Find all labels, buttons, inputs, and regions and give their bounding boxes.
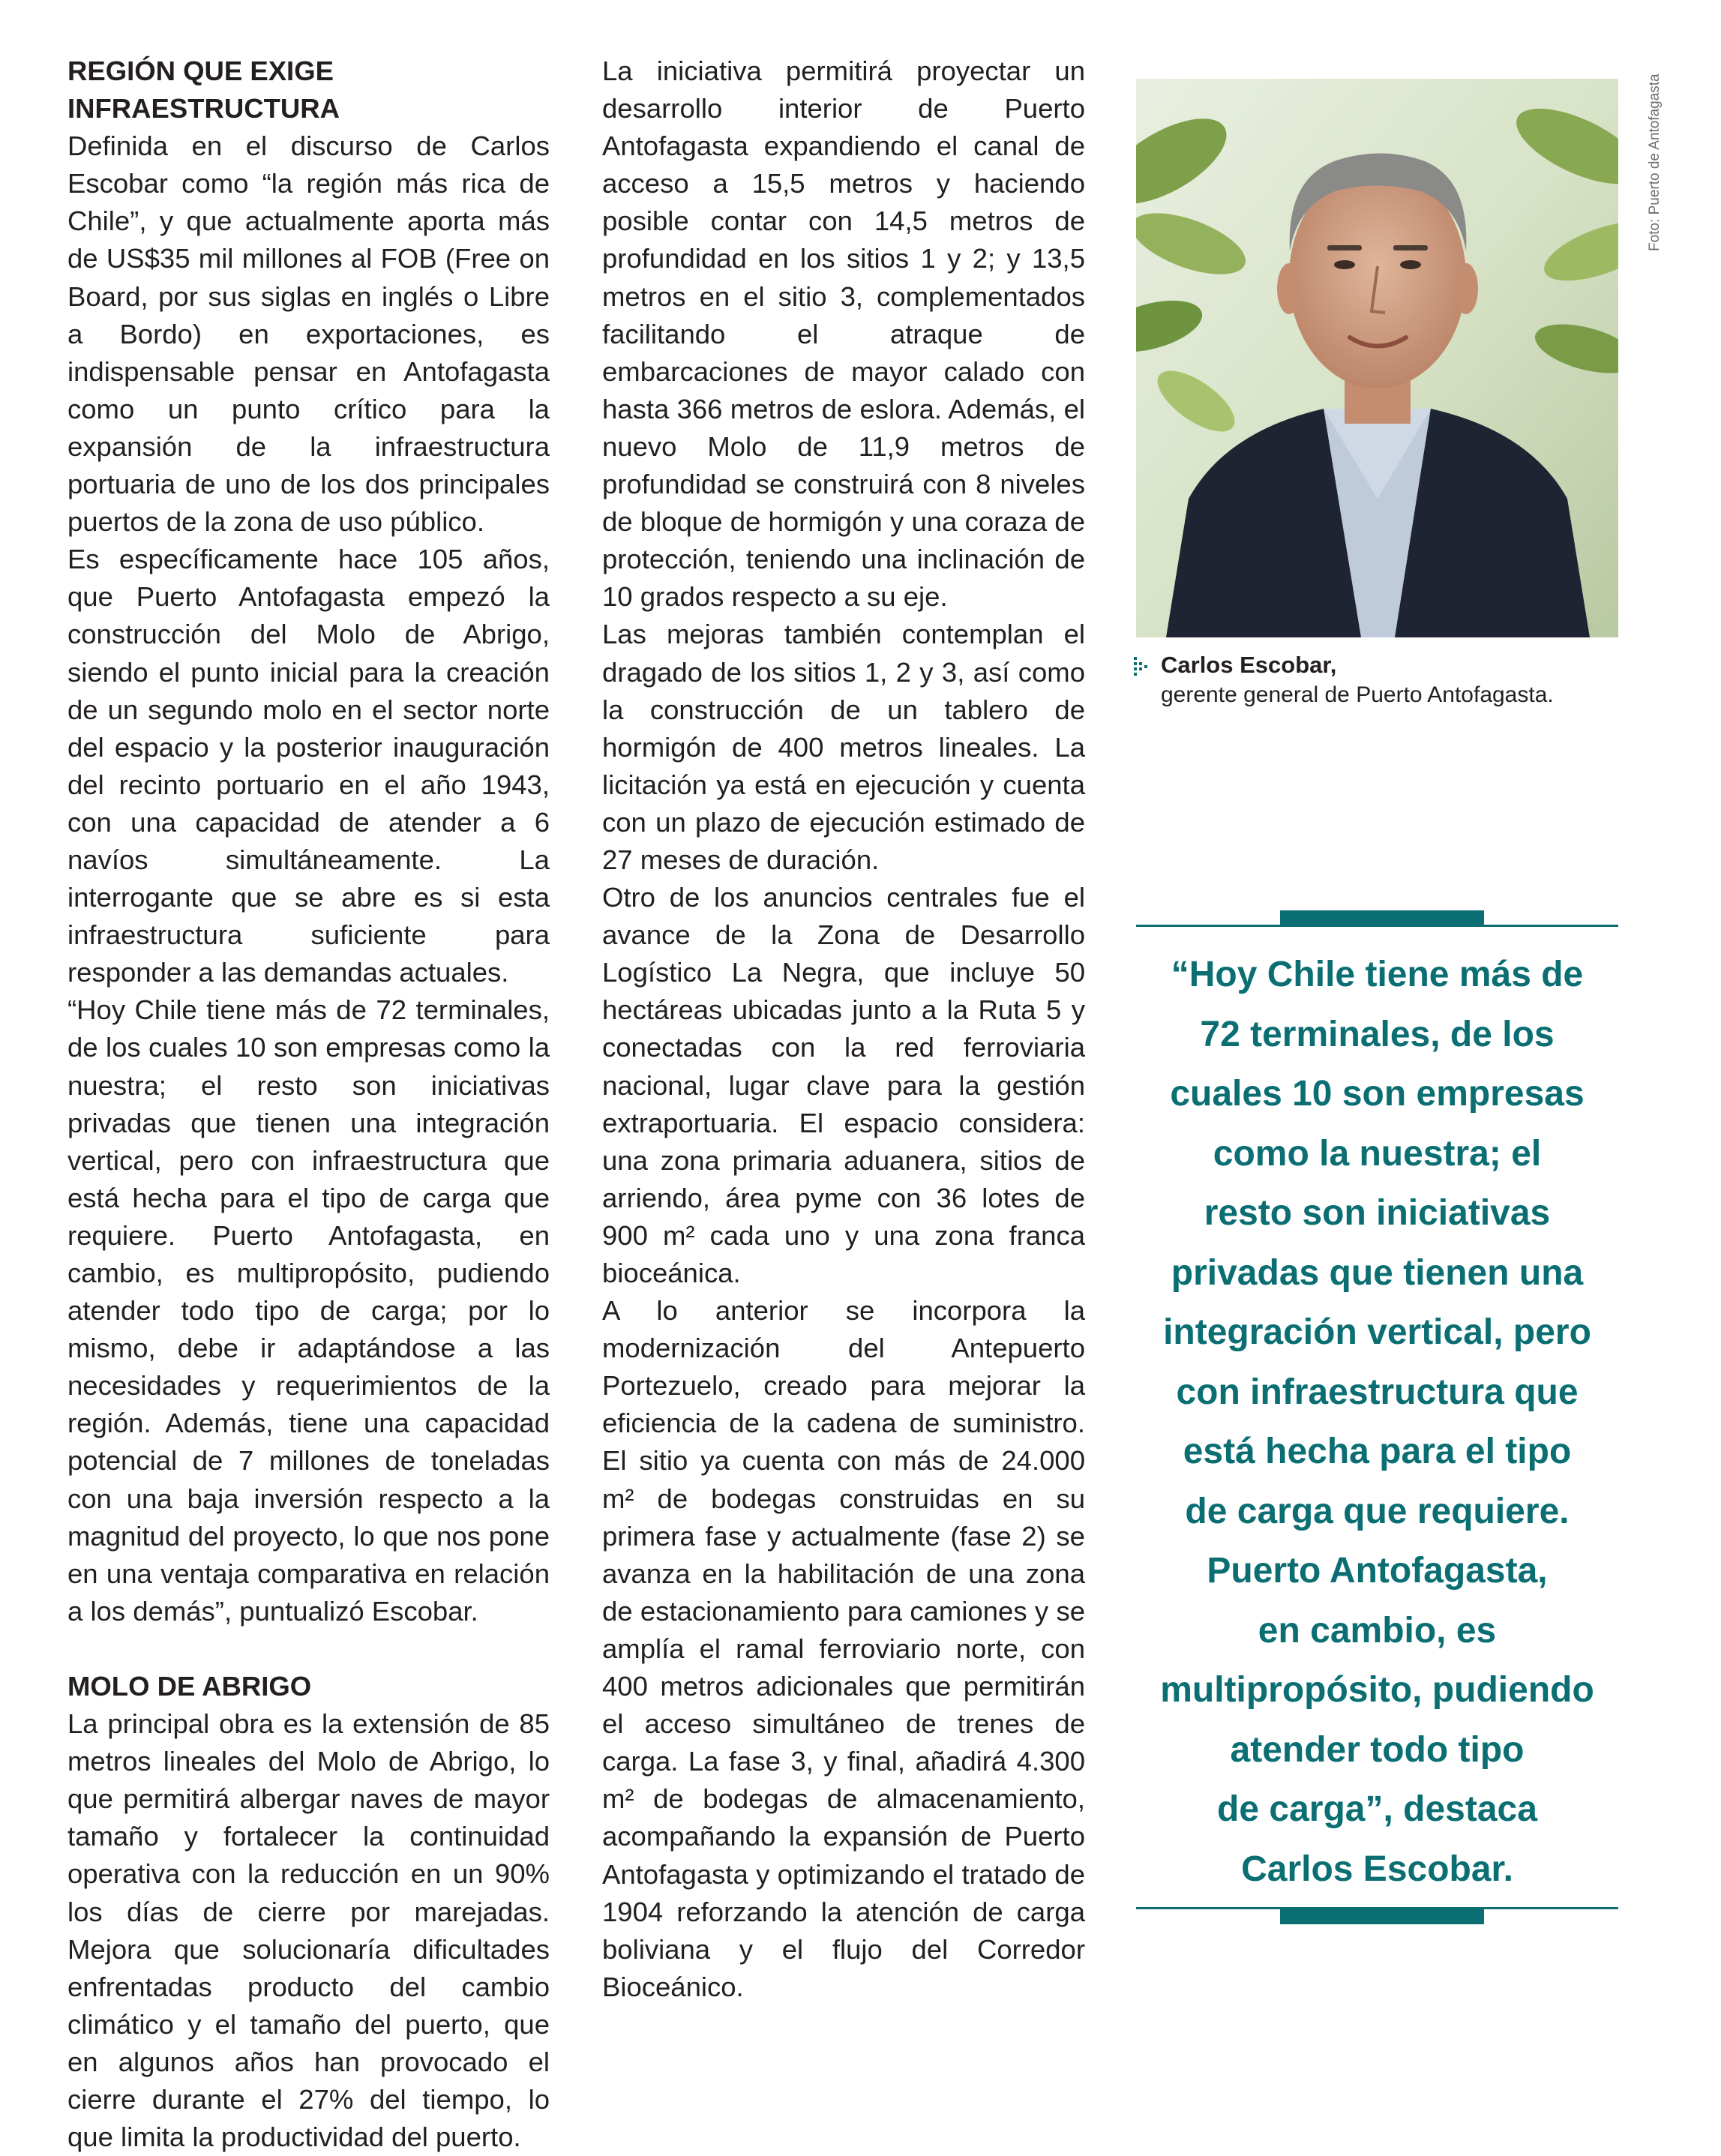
- quote-bottom-bar: [1280, 1909, 1484, 1924]
- section-heading-molo: MOLO DE ABRIGO: [67, 1670, 312, 1702]
- pull-quote-line: integración vertical, pero: [1163, 1312, 1591, 1352]
- pull-quote-line: “Hoy Chile tiene más de: [1171, 955, 1584, 994]
- pull-quote-line: Puerto Antofagasta,: [1207, 1551, 1548, 1591]
- pull-quote-line: está hecha para el tipo: [1183, 1432, 1572, 1471]
- pull-quote: [1136, 945, 1618, 1899]
- pull-quote-line: como la nuestra; el: [1213, 1133, 1542, 1174]
- caption-role: gerente general de Puerto Antofagasta.: [1161, 682, 1554, 707]
- article-paragraph: A lo anterior se incorpora la modernización del Antepuerto Portezuelo, creado para mejorar la eficiencia de la cadena de suministro. El sitio ya cuenta con más de 24.000 m² de bodegas construidas en su primera fase y actualmente (fase 2) se avanza en la habilitación de una zona de estacionamiento para camiones y se amplía el ramal ferroviario norte, con 400 metros adicionales que permitirán el acceso simultáneo de trenes de carga. La fase 3, y final, añadirá 4.300 m² de bodegas de almacenamiento, acompañando la expansión de Puerto Antofagasta y optimizando el tratado de 1904 reforzando la atención de carga boliviana y el flujo del Corredor Bioceánico.: [602, 1295, 1085, 2002]
- pull-quote-line: privadas que tienen una: [1171, 1252, 1584, 1293]
- pull-quote-line: 72 terminales, de los: [1200, 1014, 1555, 1054]
- pull-quote-line: cuales 10 son empresas: [1170, 1074, 1585, 1114]
- quote-top-rule: [1136, 925, 1618, 927]
- pull-quote-line: de carga que requiere.: [1185, 1491, 1570, 1531]
- section-heading-region: REGIÓN QUE EXIGE INFRAESTRUCTURA: [67, 55, 340, 124]
- pull-quote-line: multipropósito, pudiendo: [1160, 1670, 1594, 1710]
- pull-quote-line: de carga”, destaca: [1217, 1789, 1537, 1829]
- quote-top-bar: [1280, 910, 1484, 925]
- caption-name: Carlos Escobar,: [1161, 652, 1337, 678]
- photo-credit: Foto: Puerto de Antofagasta: [1647, 73, 1663, 251]
- article-paragraph: La iniciativa permitirá proyectar un desarrollo interior de Puerto Antofagasta expandiendo el canal de acceso a 15,5 metros y haciendo posible contar con 14,5 metros de profundidad en los sitios 1 y 2; y 13,5 metros en el sitio 3, complementados facilitando el atraque de embarcaciones de mayor calado con hasta 366 metros de eslora. Además, el nuevo Molo de 11,9 metros de profundidad se construirá con 8 niveles de bloque de hormigón y una coraza de protección, teniendo una inclinación de 10 grados respecto a su eje.: [602, 55, 1085, 613]
- article-paragraph: La principal obra es la extensión de 85 metros lineales del Molo de Abrigo, lo que permitirá albergar naves de mayor tamaño y fortalecer la continuidad operativa con la reducción en un 90% los días de cierre por marejadas. Mejora que solucionaría dificultades enfrentadas producto del cambio climático y el tamaño del puerto, que en algunos años han provocado el cierre durante el 27% del tiempo, lo que limita la productividad del puerto.: [67, 1708, 550, 2153]
- pull-quote-line: con infraestructura que: [1176, 1372, 1579, 1412]
- article-paragraph: “Hoy Chile tiene más de 72 terminales, de los cuales 10 son empresas como la nuestra; el resto son iniciativas privadas que tienen una integración vertical, pero con infraestructura que está hecha para el tipo de carga que requiere. Puerto Antofagasta, en cambio, es multipropósito, pudiendo atender todo tipo de carga; por lo mismo, debe ir adaptándose a las necesidades y requerimientos de la región. Además, tiene una capacidad potencial de 7 millones de toneladas con una baja inversión respecto a la magnitud del proyecto, lo que nos pone en una ventaja comparativa en relación a los demás”, puntualizó Escobar.: [67, 994, 550, 1627]
- article-paragraph: Es específicamente hace 105 años, que Puerto Antofagasta empezó la construcción del Molo de Abrigo, siendo el punto inicial para la creación de un segundo molo en el sector norte del espacio y la posterior inauguración del recinto portuario en el año 1943, con una capacidad de atender a 6 navíos simultáneamente. La interrogante que se abre es si esta infraestructura suficiente para responder a las demandas actuales.: [67, 544, 550, 988]
- portrait-photo: [1136, 79, 1618, 637]
- pull-quote-line: resto son iniciativas: [1204, 1193, 1551, 1233]
- article-paragraph: Definida en el discurso de Carlos Escobar como “la región más rica de Chile”, y que actualmente aporta más de US$35 mil millones al FOB (Free on Board, por sus siglas en inglés o Libre a Bordo) en exportaciones, es indispensable pensar en Antofagasta como un punto crítico para la expansión de la infraestructura portuaria de uno de los dos principales puertos de la zona de uso público.: [67, 130, 550, 538]
- article-paragraph: Otro de los anuncios centrales fue el avance de la Zona de Desarrollo Logístico La Negra, que incluye 50 hectáreas ubicadas junto a la Ruta 5 y conectadas con la red ferroviaria nacional, lugar clave para la gestión extraportuaria. El espacio considera: una zona primaria aduanera, sitios de arriendo, área pyme con 36 lotes de 900 m² cada uno y una zona franca bioceánica.: [602, 882, 1085, 1288]
- pull-quote-line: en cambio, es: [1258, 1610, 1497, 1651]
- article-column-1: [67, 52, 550, 2156]
- pull-quote-line: Carlos Escobar.: [1241, 1849, 1513, 1889]
- pull-quote-line: atender todo tipo: [1230, 1729, 1525, 1770]
- caption-marker-icon: [1134, 655, 1150, 678]
- article-paragraph: Las mejoras también contemplan el dragado de los sitios 1, 2 y 3, así como la construcción de un tablero de hormigón de 400 metros lineales. La licitación ya está en ejecución y cuenta con un plazo de ejecución estimado de 27 meses de duración.: [602, 619, 1085, 875]
- article-column-2: [602, 52, 1085, 2006]
